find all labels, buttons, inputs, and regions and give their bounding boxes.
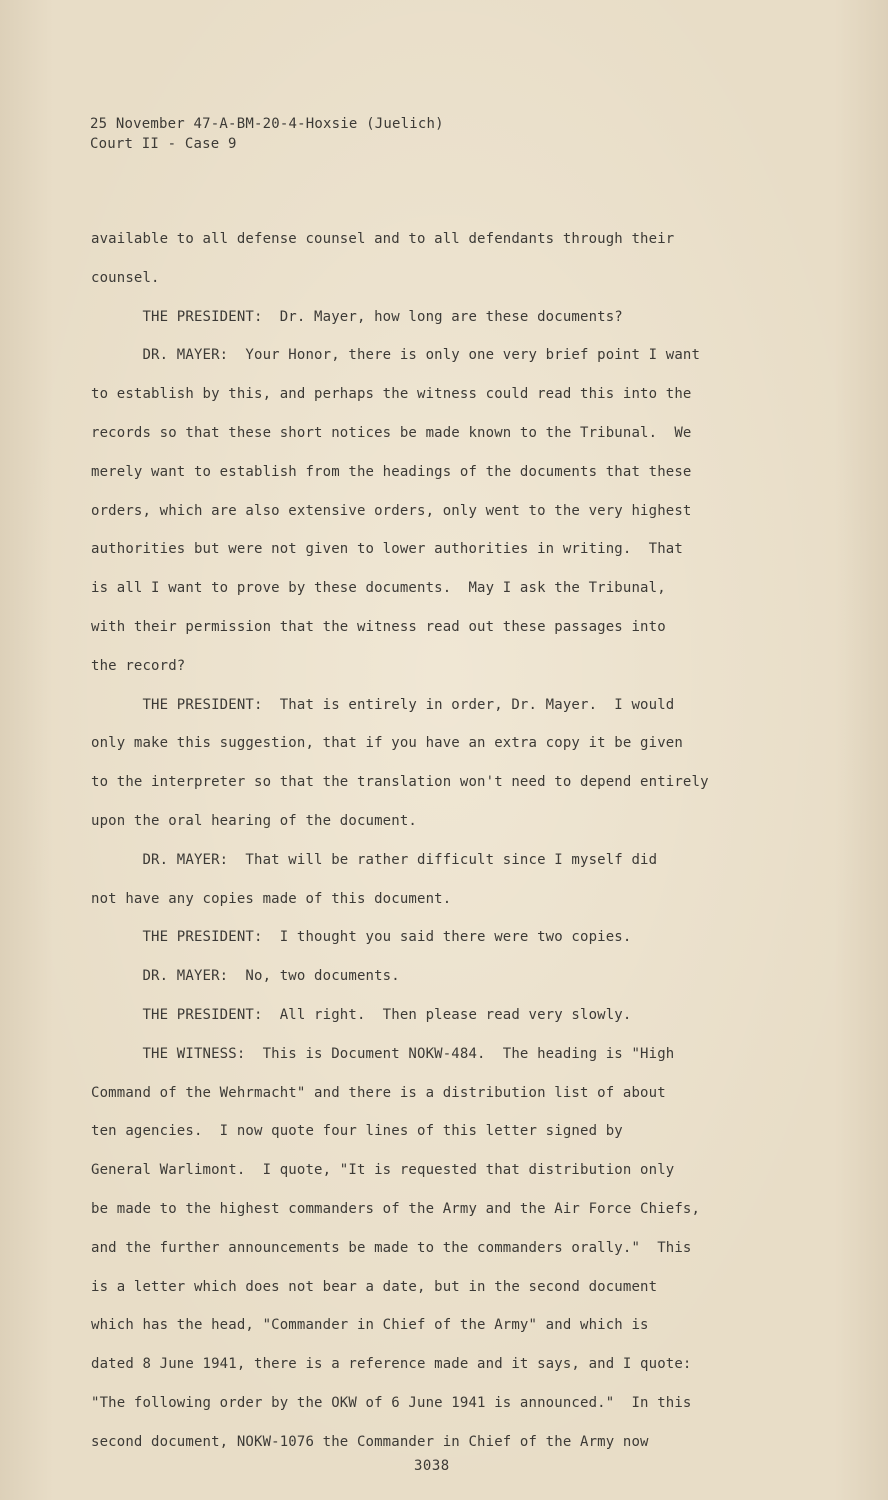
text-line: Command of the Wehrmacht" and there is a distribution list of about bbox=[91, 1084, 666, 1101]
text-line: DR. MAYER: No, two documents. bbox=[91, 968, 400, 985]
text-line: available to all defense counsel and to all defendants through their bbox=[91, 231, 675, 247]
text-line: be made to the highest commanders of the Army and the Air Force Chiefs, bbox=[91, 1200, 701, 1217]
text-line: to the interpreter so that the translation won't need to depend entirely bbox=[91, 774, 709, 791]
page-number: 3038 bbox=[414, 1458, 450, 1474]
text-line: not have any copies made of this document. bbox=[91, 890, 452, 907]
text-line: only make this suggestion, that if you have an extra copy it be given bbox=[91, 735, 683, 752]
text-line: THE WITNESS: This is Document NOKW-484. The heading is "High bbox=[91, 1045, 675, 1062]
transcript-body bbox=[91, 228, 791, 1470]
text-line: with their permission that the witness read out these passages into bbox=[91, 618, 666, 635]
text-line: "The following order by the OKW of 6 June 1941 is announced." In this bbox=[91, 1394, 692, 1411]
text-line: THE PRESIDENT: Dr. Mayer, how long are these documents? bbox=[91, 308, 623, 325]
text-line: to establish by this, and perhaps the witness could read this into the bbox=[91, 386, 692, 403]
document-header bbox=[90, 114, 444, 154]
text-line: dated 8 June 1941, there is a reference made and it says, and I quote: bbox=[91, 1356, 692, 1373]
text-line: orders, which are also extensive orders, only went to the very highest bbox=[91, 502, 692, 519]
text-line: records so that these short notices be made known to the Tribunal. We bbox=[91, 424, 692, 441]
header-line-2: Court II - Case 9 bbox=[90, 136, 237, 152]
text-line: DR. MAYER: That will be rather difficult since I myself did bbox=[91, 851, 658, 868]
header-line-1: 25 November 47-A-BM-20-4-Hoxsie (Juelich) bbox=[90, 116, 444, 132]
text-line: upon the oral hearing of the document. bbox=[91, 812, 417, 829]
text-line: General Warlimont. I quote, "It is requested that distribution only bbox=[91, 1162, 675, 1179]
text-line: and the further announcements be made to the commanders orally." This bbox=[91, 1239, 692, 1256]
text-line: THE PRESIDENT: That is entirely in order, Dr. Mayer. I would bbox=[91, 696, 675, 713]
text-line: is all I want to prove by these documents. May I ask the Tribunal, bbox=[91, 580, 666, 597]
text-line: second document, NOKW-1076 the Commander in Chief of the Army now bbox=[91, 1433, 649, 1450]
text-line: which has the head, "Commander in Chief of the Army" and which is bbox=[91, 1317, 649, 1334]
text-line: DR. MAYER: Your Honor, there is only one very brief point I want bbox=[91, 347, 701, 364]
text-line: THE PRESIDENT: All right. Then please read very slowly. bbox=[91, 1006, 632, 1023]
text-line: is a letter which does not bear a date, but in the second document bbox=[91, 1278, 658, 1295]
text-line: the record? bbox=[91, 657, 186, 674]
text-line: counsel. bbox=[91, 269, 160, 286]
text-line: THE PRESIDENT: I thought you said there were two copies. bbox=[91, 929, 632, 946]
text-line: authorities but were not given to lower authorities in writing. That bbox=[91, 541, 683, 558]
text-line: ten agencies. I now quote four lines of this letter signed by bbox=[91, 1123, 623, 1140]
text-line: merely want to establish from the headings of the documents that these bbox=[91, 463, 692, 480]
